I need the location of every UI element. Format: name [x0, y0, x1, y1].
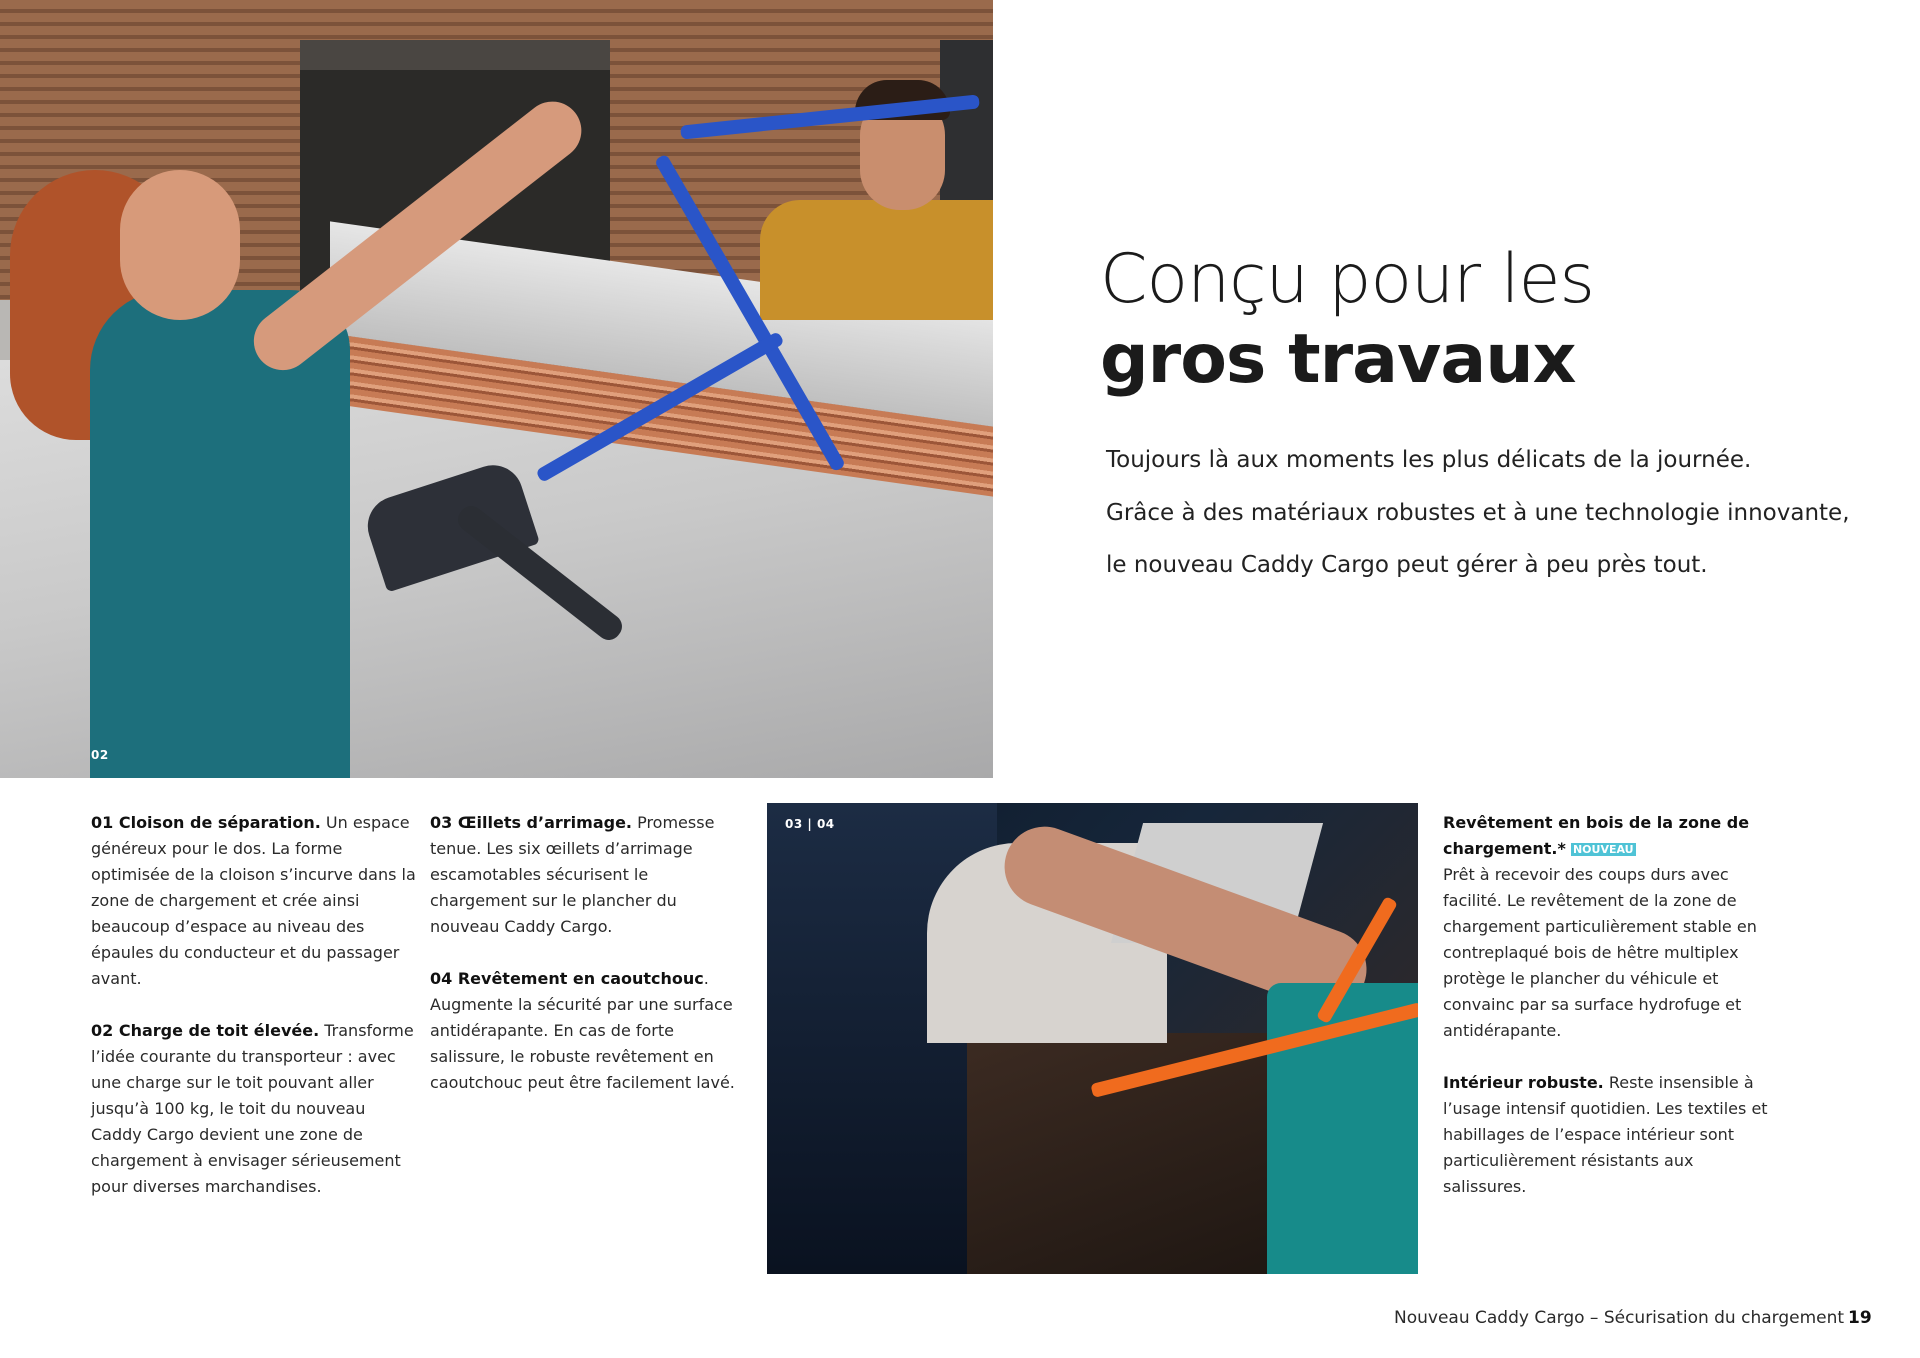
intro-line: Toujours là aux moments les plus délicats de la journée. [1106, 447, 1752, 473]
image-label: 02 [91, 748, 109, 762]
feature-column-4 [1443, 810, 1773, 1226]
feature-body: . Augmente la sécurité par une surface antidérapante. En cas de forte salissure, le robuste revêtement en caoutchouc peut être facilement lavé. [430, 969, 735, 1092]
intro-paragraph [1106, 434, 1906, 592]
feature-column-2 [430, 810, 750, 1122]
photo-roof-loading [0, 0, 993, 778]
page-number: 19 [1848, 1308, 1872, 1328]
feature-title: Revêtement en bois de la zone de chargement.* [1443, 813, 1750, 858]
feature-title: 04 Revêtement en caoutchouc [430, 969, 704, 988]
page-title [1100, 240, 1880, 400]
feature-title: Intérieur robuste. [1443, 1073, 1604, 1092]
feature-item [1443, 1070, 1773, 1200]
title-line-bold: gros travaux [1100, 320, 1576, 399]
feature-body: Reste insensible à l’usage intensif quotidien. Les textiles et habillages de l’espace intérieur sont particulièrement résistants aux salissures. [1443, 1073, 1768, 1196]
intro-line: Grâce à des matériaux robustes et à une technologie innovante, [1106, 499, 1850, 526]
title-line-light: Conçu pour les [1100, 240, 1594, 319]
feature-item [430, 810, 750, 940]
man-figure [760, 200, 993, 320]
intro-line: le nouveau Caddy Cargo peut gérer à peu près tout. [1106, 552, 1708, 578]
footer-title: Nouveau Caddy Cargo – Sécurisation du chargement [1394, 1308, 1845, 1328]
feature-title: 03 Œillets d’arrimage. [430, 813, 632, 832]
feature-item [1443, 810, 1773, 1044]
feature-body: Transforme l’idée courante du transporteur : avec une charge sur le toit pouvant aller jusqu’à 100 kg, le toit du nouveau Caddy Cargo devient une zone de chargement à envisager sérieusement pour diverses marchandises. [91, 1021, 414, 1196]
image-label: 03 | 04 [785, 817, 835, 831]
feature-title: 01 Cloison de séparation. [91, 813, 321, 832]
feature-body: Promesse tenue. Les six œillets d’arrimage escamotables sécurisent le chargement sur le plancher du nouveau Caddy Cargo. [430, 813, 715, 936]
feature-item [91, 1018, 421, 1200]
feature-body: Prêt à recevoir des coups durs avec facilité. Le revêtement de la zone de chargement particulièrement stable en contreplaqué bois de hêtre multiplex protège le plancher du véhicule et convainc par sa surface hydrofuge et antidérapante. [1443, 865, 1757, 1040]
feature-column-1 [91, 810, 421, 1226]
new-badge: NOUVEAU [1572, 843, 1634, 856]
woman-figure [90, 290, 350, 778]
woman-face [120, 170, 240, 320]
feature-item [430, 966, 750, 1096]
feature-body: Un espace généreux pour le dos. La forme optimisée de la cloison s’incurve dans la zone de chargement et crée ainsi beaucoup d’espace au niveau des épaules du conducteur et du passager avant. [91, 813, 416, 988]
feature-item [91, 810, 421, 992]
photo-cargo-strap [767, 803, 1418, 1274]
feature-title: 02 Charge de toit élevée. [91, 1021, 320, 1040]
